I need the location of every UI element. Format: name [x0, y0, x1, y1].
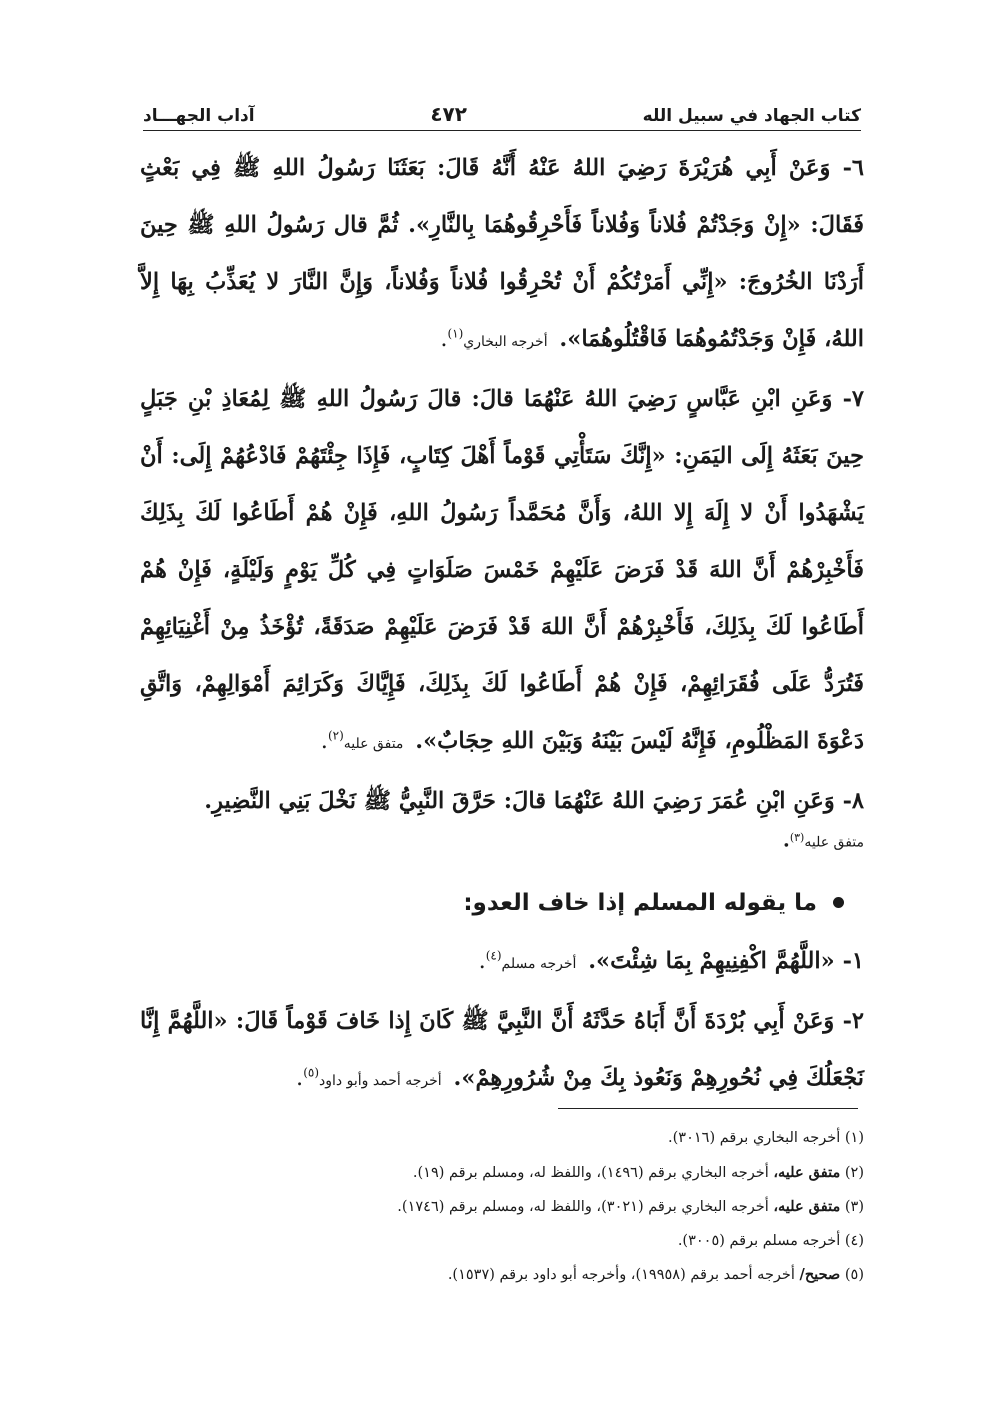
hadith-source: أخرجه البخاري — [463, 334, 548, 350]
footnote-number: (٢) — [844, 1164, 864, 1181]
footnote-rule — [558, 1108, 858, 1109]
footnote-ref: (١) — [447, 326, 464, 341]
footnote-text: أخرجه مسلم برقم (٣٠٠٥). — [677, 1232, 841, 1249]
page-number: ٤٧٢ — [430, 102, 467, 126]
hadith-7: ٧- وَعَنِ ابْنِ عَبَّاسٍ رَضِيَ اللهُ عَنْهُمَا قالَ: قالَ رَسُولُ اللهِ ﷺ لِمُعَاذِ بْنِ جَبَلٍ حِينَ بَعَثَهُ إِلَى اليَمَنِ: «إِنَّكَ سَتَأْتِي قَوْماً أَهْلَ كِتَابٍ، فَإِذَا جِئْتَهُمْ فَادْعُهُمْ إِلَى: أَنْ يَشْهَدُوا أَنْ لا إِلَهَ إِلا اللهُ، وَأَنَّ مُحَمَّداً رَسُولُ اللهِ، فَإِنْ هُمْ أَطَاعُوا لَكَ بِذَلِكَ فَأَخْبِرْهُمْ أَنَّ اللهَ قَدْ فَرَضَ عَلَيْهِمْ خَمْسَ صَلَوَاتٍ فِي كُلِّ يَوْمٍ وَلَيْلَةٍ، فَإِنْ هُمْ أَطَاعُوا لَكَ بِذَلِكَ، فَأَخْبِرْهُمْ أَنَّ اللهَ قَدْ فَرَضَ عَلَيْهِمْ صَدَقَةً، تُؤْخَذُ مِنْ أَغْنِيَائِهِمْ فَتُرَدُّ عَلَى فُقَرَائِهِمْ، فَإِنْ هُمْ أَطَاعُوا لَكَ بِذَلِكَ، فَإِيَّاكَ وَكَرَائِمَ أَمْوَالِهِمْ، وَاتَّقِ دَعْوَةَ المَظْلُومِ، فَإِنَّهُ لَيْسَ بَيْنَهُ وَبَيْنَ اللهِ حِجَابٌ». متفق عليه$^{(٢)}$. — [140, 386, 864, 754]
section-heading-text: ما يقوله المسلم إذا خاف العدو: — [463, 889, 817, 916]
footnote-grade: متفق عليه، — [773, 1198, 841, 1215]
dua-item-1: ١- «اللَّهُمَّ اكْفِنِيهِمْ بِمَا شِئْتَ». أخرجه مسلم$^{(٤)}$. — [478, 947, 864, 974]
main-text — [140, 140, 864, 1110]
footnote-grade: متفق عليه، — [773, 1163, 841, 1181]
footnote-ref: (٢) — [327, 728, 344, 743]
footnote-1 — [140, 1122, 864, 1156]
footnote-grade: صحيح/ — [799, 1266, 841, 1283]
hadith-6: ٦- وَعَنْ أَبِي هُرَيْرَةَ رَضِيَ اللهُ عَنْهُ أَنَّهُ قَالَ: بَعَثَنَا رَسُولُ اللهِ ﷺ فِي بَعْثٍ فَقَالَ: «إِنْ وَجَدْتُمْ فُلاناً وَفُلاناً فَأَحْرِقُوهُمَا بِالنَّارِ». ثُمَّ قال رَسُولُ اللهِ ﷺ حِينَ أَرَدْنَا الخُرُوجَ: «إِنِّي أَمَرْتُكُمْ أَنْ تُحْرِقُوا فُلاناً وَفُلاناً، وَإِنَّ النَّارَ لا يُعَذِّبُ بِهَا إِلاَّ اللهُ، فَإِنْ وَجَدْتُمُوهُمَا فَاقْتُلُوهُمَا». أخرجه البخاري$^{(١)}$. — [140, 155, 864, 352]
dua-item-2: ٢- وَعَنْ أَبِي بُرْدَةَ أَنَّ أَبَاهُ حَدَّثَهُ أَنَّ النَّبِيَّ ﷺ كَانَ إِذا خَافَ قَوْماً قَالَ: «اللَّهُمَّ إِنَّا نَجْعَلُكَ فِي نُحُورِهِمْ وَنَعُوذ بِكَ مِنْ شُرُورِهِمْ». أخرجه أحمد وأبو داود$^{(٥)}$. — [140, 1007, 864, 1091]
section-heading — [140, 875, 864, 931]
hadith-8-source-line: متفق عليه$^{(٣)}$. — [782, 827, 864, 852]
footnote-5 — [140, 1258, 864, 1293]
book-title: كتاب الجهاد في سبيل الله — [642, 106, 861, 126]
footnote-number: (٤) — [844, 1232, 864, 1249]
footnote-ref: (٣) — [789, 831, 805, 844]
hadith-source: متفق عليه — [343, 736, 404, 752]
footnote-4 — [140, 1225, 864, 1259]
hadith-text: وَعَنْ أَبِي هُرَيْرَةَ رَضِيَ اللهُ عَنْهُ أَنَّهُ قَالَ: بَعَثَنَا رَسُولُ اللهِ ﷺ فِي بَعْثٍ فَقَالَ: «إِنْ وَجَدْتُمْ فُلاناً وَفُلاناً فَأَحْرِقُوهُمَا بِالنَّارِ». ثُمَّ قال رَسُولُ اللهِ ﷺ حِينَ أَرَدْنَا الخُرُوجَ: «إِنِّي أَمَرْتُكُمْ أَنْ تُحْرِقُوا فُلاناً وَفُلاناً، وَإِنَّ النَّارَ لا يُعَذِّبُ بِهَا إِلاَّ اللهُ، فَإِنْ وَجَدْتُمُوهُمَا فَاقْتُلُوهُمَا». — [140, 155, 864, 352]
footnote-number: (٥) — [844, 1267, 864, 1283]
hadith-number: ٨- — [842, 788, 864, 814]
item-text: «اللَّهُمَّ اكْفِنِيهِمْ بِمَا شِئْتَ». — [588, 947, 835, 974]
footnote-text: أخرجه البخاري برقم (٣٠١٦). — [668, 1130, 841, 1146]
footnote-text: أخرجه البخاري برقم (١٤٩٦)، واللفظ له، ومسلم برقم (١٩). — [412, 1164, 769, 1181]
bullet-icon — [833, 897, 844, 908]
hadith-source: متفق عليه — [804, 834, 864, 851]
footnote-ref: (٤) — [485, 948, 502, 963]
item-source: أخرجه مسلم — [501, 955, 577, 972]
header-rule — [143, 130, 861, 131]
item-source: أخرجه أحمد وأبو داود — [319, 1072, 442, 1089]
footnote-ref: (٥) — [303, 1065, 320, 1080]
item-text: وَعَنْ أَبِي بُرْدَةَ أَنَّ أَبَاهُ حَدَّثَهُ أَنَّ النَّبِيَّ ﷺ كَانَ إِذا خَافَ قَوْماً قَالَ: «اللَّهُمَّ إِنَّا نَجْعَلُكَ فِي نُحُورِهِمْ وَنَعُوذ بِكَ مِنْ شُرُورِهِمْ». — [140, 1007, 864, 1091]
footnotes — [140, 1122, 864, 1293]
hadith-8 — [140, 773, 864, 830]
footnote-text: أخرجه البخاري برقم (٣٠٢١)، واللفظ له، ومسلم برقم (١٧٤٦). — [397, 1199, 769, 1215]
footnote-2 — [140, 1156, 864, 1191]
hadith-text: وَعَنِ ابْنِ عَبَّاسٍ رَضِيَ اللهُ عَنْهُمَا قالَ: قالَ رَسُولُ اللهِ ﷺ لِمُعَاذِ بْنِ جَبَلٍ حِينَ بَعَثَهُ إِلَى اليَمَنِ: «إِنَّكَ سَتَأْتِي قَوْماً أَهْلَ كِتَابٍ، فَإِذَا جِئْتَهُمْ فَادْعُهُمْ إِلَى: أَنْ يَشْهَدُوا أَنْ لا إِلَهَ إِلا اللهُ، وَأَنَّ مُحَمَّداً رَسُولُ اللهِ، فَإِنْ هُمْ أَطَاعُوا لَكَ بِذَلِكَ فَأَخْبِرْهُمْ أَنَّ اللهَ قَدْ فَرَضَ عَلَيْهِمْ خَمْسَ صَلَوَاتٍ فِي كُلِّ يَوْمٍ وَلَيْلَةٍ، فَإِنْ هُمْ أَطَاعُوا لَكَ بِذَلِكَ، فَأَخْبِرْهُمْ أَنَّ اللهَ قَدْ فَرَضَ عَلَيْهِمْ صَدَقَةً، تُؤْخَذُ مِنْ أَغْنِيَائِهِمْ فَتُرَدُّ عَلَى فُقَرَائِهِمْ، فَإِنْ هُمْ أَطَاعُوا لَكَ بِذَلِكَ، فَإِيَّاكَ وَكَرَائِمَ أَمْوَالِهِمْ، وَاتَّقِ دَعْوَةَ المَظْلُومِ، فَإِنَّهُ لَيْسَ بَيْنَهُ وَبَيْنَ اللهِ حِجَابٌ». — [140, 386, 864, 754]
footnote-text: أخرجه أحمد برقم (١٩٩٥٨)، وأخرجه أبو داود برقم (١٥٣٧). — [447, 1267, 795, 1283]
hadith-number: ٦- — [842, 155, 864, 181]
footnote-number: (١) — [844, 1130, 864, 1146]
chapter-title: آداب الجهـــاد — [143, 106, 255, 126]
footnote-number: (٣) — [844, 1199, 864, 1215]
footnote-3 — [140, 1190, 864, 1225]
item-number: ٢- — [842, 1007, 864, 1034]
running-header — [143, 96, 861, 126]
item-number: ١- — [842, 947, 864, 974]
hadith-number: ٧- — [842, 386, 864, 412]
hadith-text: وَعَنِ ابْنِ عُمَرَ رَضِيَ اللهُ عَنْهُمَا قالَ: حَرَّقَ النَّبِيُّ ﷺ نَخْلَ بَنِي النَّضِيرِ. — [204, 788, 835, 814]
